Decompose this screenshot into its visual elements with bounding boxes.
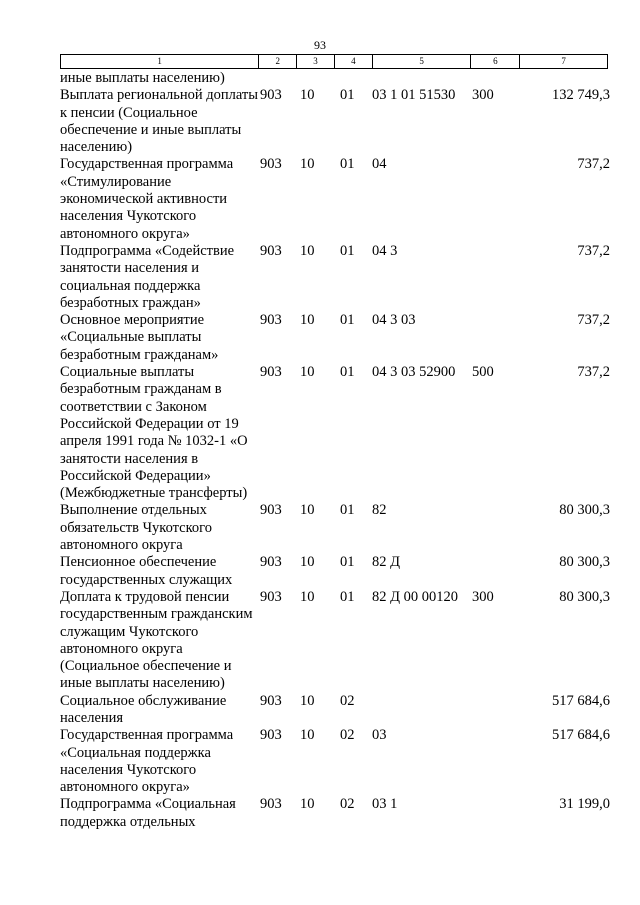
row-sum: 132 749,3: [552, 87, 610, 104]
row-pr: 01: [340, 312, 355, 329]
table-header: [60, 54, 608, 69]
row-name: Выплата региональной доплаты к пенсии (Социальное обеспечение и иные выплаты населению): [60, 87, 259, 156]
row-csr: 04: [372, 156, 387, 173]
row-rz: 10: [300, 364, 315, 381]
row-name: Пенсионное обеспечение государственных служащих: [60, 554, 233, 588]
table-row: [60, 87, 620, 156]
row-csr: 82: [372, 502, 387, 519]
row-name: Выполнение отдельных обязательств Чукотского автономного округа: [60, 502, 212, 554]
row-sum: 517 684,6: [552, 727, 610, 744]
row-sum: 80 300,3: [559, 588, 610, 605]
header-col-3: 3: [297, 55, 335, 68]
page-number: 93: [314, 38, 326, 52]
row-rz: 10: [300, 554, 315, 571]
header-col-7: 7: [561, 56, 566, 66]
table-row: [60, 312, 620, 364]
table-row: [60, 243, 620, 312]
row-name: Основное мероприятие «Социальные выплаты безработным гражданам»: [60, 312, 219, 363]
header-col-2: 2: [259, 55, 297, 68]
row-vr: 300: [472, 588, 494, 605]
row-sum: 737,2: [577, 312, 610, 329]
row-ved: 903: [260, 156, 282, 173]
row-pr: 02: [340, 727, 355, 744]
row-name: иные выплаты населению): [60, 70, 225, 86]
row-pr: 01: [340, 364, 355, 381]
row-rz: 10: [300, 242, 315, 259]
row-rz: 10: [300, 588, 315, 605]
table-row: [60, 502, 620, 554]
row-csr: 03 1 01 51530: [372, 87, 456, 104]
row-ved: 903: [260, 727, 282, 744]
row-sum: 80 300,3: [559, 554, 610, 571]
table-row: [60, 796, 620, 831]
row-ved: 903: [260, 796, 282, 813]
row-pr: 02: [340, 692, 355, 709]
table-row: [60, 589, 620, 693]
row-name: Доплата к трудовой пенсии государственным гражданским служащим Чукотского автономного округа (Социальное обеспечение и иные выплаты населению): [60, 588, 253, 692]
row-name: Социальные выплаты безработным гражданам в соответствии с Законом Российской Федерации от 19 апреля 1991 года № 1032-1 «О занятости населения в Российской Федерации» (Межбюджетные трансферты): [60, 364, 248, 502]
row-rz: 10: [300, 727, 315, 744]
row-csr: 03: [372, 727, 387, 744]
table-row: [60, 70, 620, 87]
row-csr: 82 Д 00 00120: [372, 588, 459, 605]
row-pr: 02: [340, 796, 355, 813]
row-sum: 80 300,3: [559, 502, 610, 519]
row-sum: 31 199,0: [559, 796, 610, 813]
table-row: [60, 364, 620, 502]
header-col-6: 6: [471, 55, 520, 68]
row-sum: 737,2: [577, 156, 610, 173]
row-name: Подпрограмма «Содействие занятости населения и социальная поддержка безработных граждан»: [60, 242, 235, 311]
table-row: [60, 156, 620, 242]
row-name: Подпрограмма «Социальная поддержка отдельных: [60, 796, 236, 830]
row-csr: 82 Д: [372, 554, 401, 571]
row-sum: 737,2: [577, 242, 610, 259]
table-body: [60, 70, 620, 831]
row-csr: 04 3 03 52900: [372, 364, 456, 381]
row-ved: 903: [260, 588, 282, 605]
row-ved: 903: [260, 312, 282, 329]
header-col-1: 1: [61, 55, 259, 68]
row-csr: 04 3 03: [372, 312, 416, 329]
row-pr: 01: [340, 156, 355, 173]
row-sum: 737,2: [577, 364, 610, 381]
row-rz: 10: [300, 692, 315, 709]
row-rz: 10: [300, 796, 315, 813]
row-pr: 01: [340, 554, 355, 571]
row-ved: 903: [260, 242, 282, 259]
row-name: Государственная программа «Социальная поддержка населения Чукотского автономного округа»: [60, 727, 234, 796]
row-sum: 517 684,6: [552, 692, 610, 709]
row-name: Государственная программа «Стимулирование экономической активности населения Чукотского автономного округа»: [60, 156, 234, 242]
table-row: [60, 727, 620, 796]
row-rz: 10: [300, 156, 315, 173]
row-ved: 903: [260, 502, 282, 519]
row-ved: 903: [260, 87, 282, 104]
table-row: [60, 693, 620, 728]
row-csr: 04 3: [372, 242, 398, 259]
row-rz: 10: [300, 87, 315, 104]
row-ved: 903: [260, 692, 282, 709]
row-vr: 300: [472, 87, 494, 104]
row-pr: 01: [340, 588, 355, 605]
row-csr: 03 1: [372, 796, 398, 813]
table-row: [60, 554, 620, 589]
row-ved: 903: [260, 554, 282, 571]
row-rz: 10: [300, 502, 315, 519]
row-vr: 500: [472, 364, 494, 381]
row-rz: 10: [300, 312, 315, 329]
row-pr: 01: [340, 242, 355, 259]
header-col-4: 4: [335, 55, 373, 68]
header-col-5: 5: [373, 55, 472, 68]
row-pr: 01: [340, 502, 355, 519]
row-ved: 903: [260, 364, 282, 381]
row-pr: 01: [340, 87, 355, 104]
row-name: Социальное обслуживание населения: [60, 692, 227, 726]
